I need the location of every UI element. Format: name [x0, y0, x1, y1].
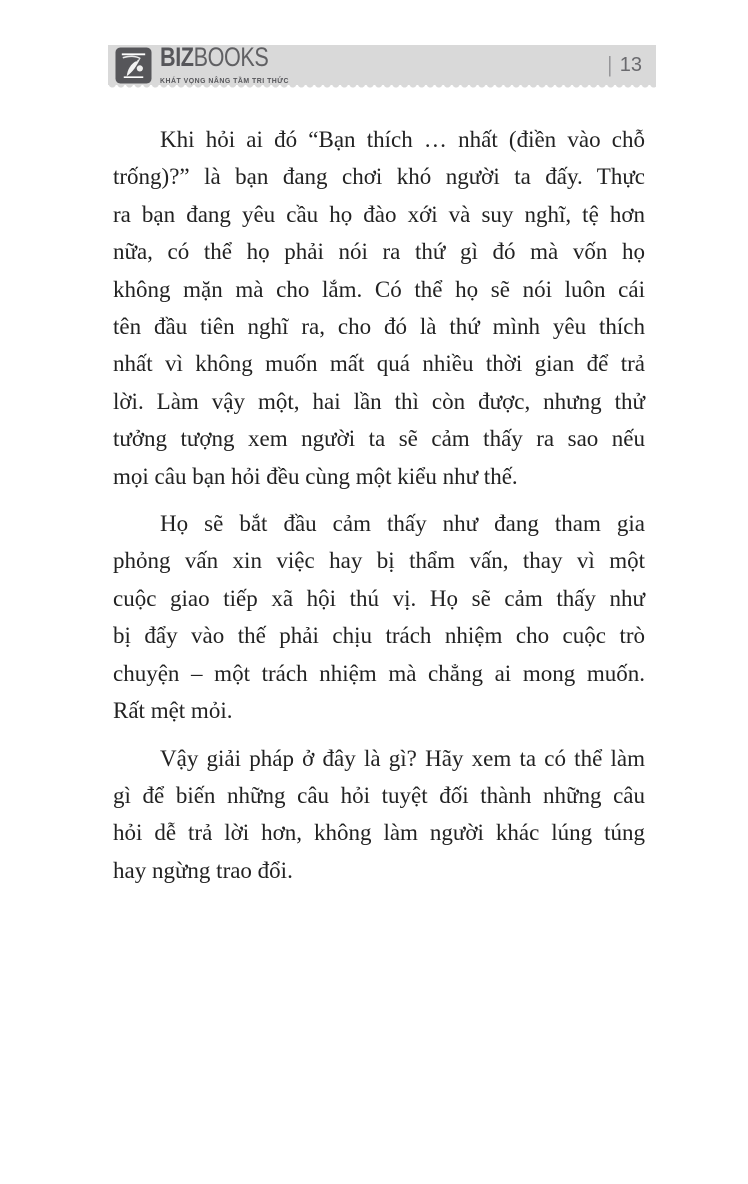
brand-tagline: KHÁT VỌNG NÂNG TẦM TRI THỨC — [160, 75, 290, 85]
page-number-value: 13 — [619, 53, 642, 76]
text-line: trống)?” là bạn đang chơi khó người ta đấy. Thực — [113, 164, 645, 190]
text-line: cuộc giao tiếp xã hội thú vị. Họ sẽ cảm thấy như — [113, 585, 645, 611]
text-line: Rất mệt mỏi. — [113, 698, 233, 724]
text-line: hay ngừng trao đổi. — [113, 857, 293, 883]
text-line: Khi hỏi ai đó “Bạn thích … nhất (điền vào chỗ — [160, 127, 645, 152]
text-line: lời. Làm vậy một, hai lần thì còn được, nhưng thử — [113, 388, 645, 414]
brand-name — [160, 41, 269, 72]
paragraph — [113, 505, 645, 729]
page-number — [607, 52, 642, 78]
text-line: ra bạn đang yêu cầu họ đào xới và suy nghĩ, tệ hơn — [113, 201, 645, 227]
brand-name-light: BOOKS — [193, 41, 269, 72]
text-line: Họ sẽ bắt đầu cảm thấy như đang tham gia — [160, 511, 645, 537]
page-header-band — [108, 41, 656, 85]
text-line: mọi câu bạn hỏi đều cùng một kiểu như thế. — [113, 463, 518, 489]
text-line: hỏi dễ trả lời hơn, không làm người khác lúng túng — [113, 820, 645, 846]
text-line: phỏng vấn xin việc hay bị thẩm vấn, thay vì một — [113, 548, 645, 574]
paragraph — [113, 740, 645, 890]
text-line: tên đầu tiên nghĩ ra, cho đó là thứ mình yêu thích — [113, 314, 645, 340]
brand-name-bold: BIZ — [160, 41, 194, 72]
page-number-separator: | — [608, 52, 612, 77]
brand-wordmark — [160, 41, 300, 87]
body-text — [113, 121, 645, 899]
bizbooks-logo — [115, 47, 152, 84]
paragraph — [113, 121, 645, 495]
text-line: bị đẩy vào thế phải chịu trách nhiệm cho cuộc trò — [113, 623, 645, 649]
text-line: Vậy giải pháp ở đây là gì? Hãy xem ta có thể làm — [160, 745, 645, 771]
text-line: nữa, có thể họ phải nói ra thứ gì đó mà vốn họ — [113, 239, 645, 265]
text-line: gì để biến những câu hỏi tuyệt đối thành những câu — [113, 782, 645, 808]
text-line: không mặn mà cho lắm. Có thể họ sẽ nói luôn cái — [113, 276, 645, 302]
text-line: chuyện – một trách nhiệm mà chẳng ai mong muốn. — [113, 660, 645, 686]
text-line: tưởng tượng xem người ta sẽ cảm thấy ra sao nếu — [113, 426, 645, 452]
text-line: nhất vì không muốn mất quá nhiều thời gian để trả — [113, 351, 645, 377]
bizbooks-logo-icon — [115, 47, 152, 84]
